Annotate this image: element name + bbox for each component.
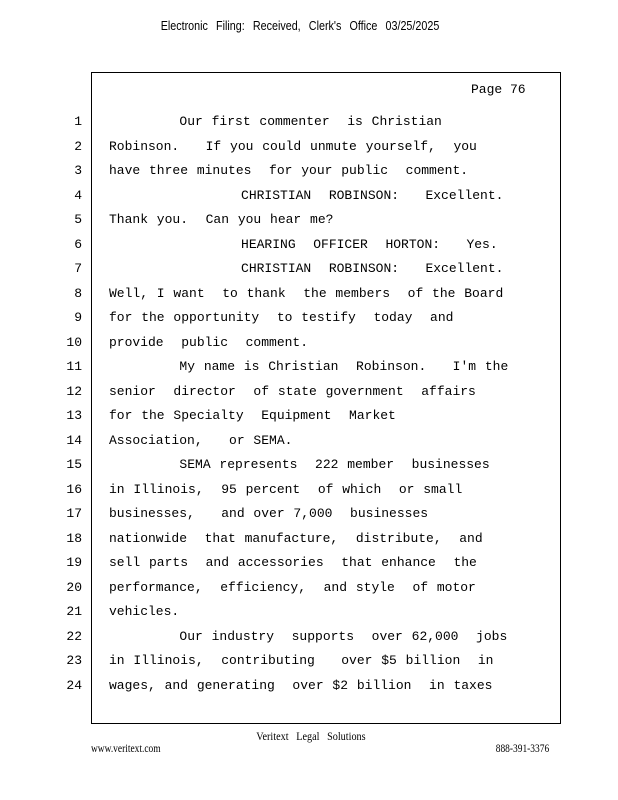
line-text: in Illinois, 95 percent of which or small xyxy=(109,481,463,497)
line-text: in Illinois, contributing over $5 billion in xyxy=(109,653,494,668)
transcript-line xyxy=(0,233,618,258)
line-number: 1 xyxy=(74,114,82,129)
footer-phone: 888-391-3376 xyxy=(495,743,549,755)
footer-website: www.veritext.com xyxy=(91,743,161,755)
line-text: for the Specialty Equipment Market xyxy=(109,408,396,423)
line-text: Well, I want to thank the members of the Board xyxy=(109,285,504,301)
line-number: 17 xyxy=(66,506,82,521)
line-number: 23 xyxy=(66,653,82,668)
transcript-line xyxy=(0,478,618,503)
transcript-line xyxy=(0,282,618,307)
line-text: Our first commenter is Christian xyxy=(109,114,442,129)
line-text: Robinson. If you could unmute yourself, you xyxy=(109,138,477,154)
transcript-line xyxy=(0,600,618,625)
transcript-line xyxy=(0,625,618,650)
page-number: Page 76 xyxy=(471,82,526,97)
line-text: vehicles. xyxy=(109,604,180,619)
transcript-line xyxy=(0,208,618,233)
line-number: 22 xyxy=(66,628,82,644)
line-text: Our industry supports over 62,000 jobs xyxy=(109,628,508,644)
transcript-line xyxy=(0,355,618,380)
line-text: HEARING OFFICER HORTON: Yes. xyxy=(109,236,498,252)
line-text: sell parts and accessories that enhance the xyxy=(109,555,477,570)
transcript-line xyxy=(0,184,618,209)
filing-stamp: Electronic Filing: Received, Clerk's Office 03/25/2025 xyxy=(160,19,440,33)
line-number: 11 xyxy=(66,359,82,374)
line-number: 2 xyxy=(74,138,82,154)
transcript-line xyxy=(0,453,618,478)
transcript-line xyxy=(0,527,618,552)
transcript-lines xyxy=(0,110,618,698)
transcript-line xyxy=(0,551,618,576)
transcript-line xyxy=(0,331,618,356)
line-text: nationwide that manufacture, distribute, and xyxy=(109,530,483,546)
line-number: 3 xyxy=(74,163,82,178)
transcript-line xyxy=(0,674,618,699)
line-text: CHRISTIAN ROBINSON: Excellent. xyxy=(109,187,504,203)
line-text: wages, and generating over $2 billion in taxes xyxy=(109,677,493,693)
line-number: 5 xyxy=(74,212,82,227)
transcript-line xyxy=(0,502,618,527)
transcript-line xyxy=(0,404,618,429)
line-number: 15 xyxy=(66,457,82,472)
line-number: 16 xyxy=(66,481,82,497)
footer-company: Veritext Legal Solutions xyxy=(256,729,366,743)
line-number: 4 xyxy=(74,187,82,203)
line-number: 20 xyxy=(66,579,82,595)
line-number: 24 xyxy=(66,677,82,693)
line-number: 13 xyxy=(66,408,82,423)
line-number: 9 xyxy=(74,310,82,325)
line-text: SEMA represents 222 member businesses xyxy=(109,457,490,472)
line-text: CHRISTIAN ROBINSON: Excellent. xyxy=(109,261,504,276)
transcript-line xyxy=(0,380,618,405)
line-text: senior director of state government affairs xyxy=(109,383,476,399)
line-number: 12 xyxy=(66,383,82,399)
line-number: 8 xyxy=(74,285,82,301)
transcript-line xyxy=(0,135,618,160)
transcript-line xyxy=(0,257,618,282)
transcript-line xyxy=(0,306,618,331)
line-number: 18 xyxy=(66,530,82,546)
line-text: Association, or SEMA. xyxy=(109,432,293,448)
transcript-line xyxy=(0,576,618,601)
transcript-line xyxy=(0,649,618,674)
line-number: 10 xyxy=(66,334,82,350)
transcript-line xyxy=(0,159,618,184)
line-text: have three minutes for your public comment. xyxy=(109,163,469,178)
line-number: 19 xyxy=(66,555,82,570)
line-number: 7 xyxy=(74,261,82,276)
line-text: for the opportunity to testify today and xyxy=(109,310,454,325)
line-text: Thank you. Can you hear me? xyxy=(109,212,334,227)
line-text: provide public comment. xyxy=(109,334,309,350)
line-number: 21 xyxy=(66,604,82,619)
line-text: businesses, and over 7,000 businesses xyxy=(109,506,429,521)
transcript-line xyxy=(0,429,618,454)
line-text: My name is Christian Robinson. I'm the xyxy=(109,359,509,374)
transcript-line xyxy=(0,110,618,135)
line-number: 14 xyxy=(66,432,82,448)
line-number: 6 xyxy=(74,236,82,252)
line-text: performance, efficiency, and style of motor xyxy=(109,579,476,595)
